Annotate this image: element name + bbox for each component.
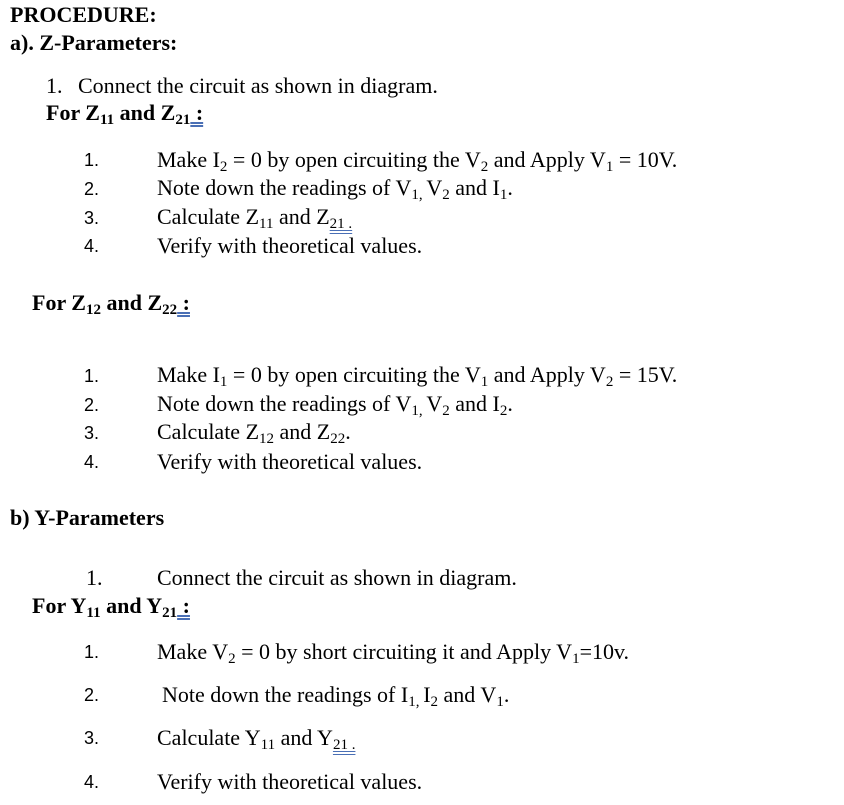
list-item-number: 3. [84, 728, 100, 748]
procedure-heading: PROCEDURE: [10, 2, 157, 27]
list-item-number: 1. [84, 150, 100, 170]
z12-z22-heading: For $Z_{12}$ and $Z_{22}$ : [32, 290, 190, 318]
list-item-number: 4. [84, 236, 100, 256]
y11-step-1-text: Make $V_2 = 0$ by short circuiting it and Apply $V_1=10v$. [157, 639, 630, 667]
list-item-number: 4. [84, 772, 100, 792]
z11-step-4-text: Verify with theoretical values. [157, 233, 423, 258]
y11-step-2-text: Note down the readings of $I_{1,}$ $I_2$ and $V_1$. [162, 682, 510, 710]
z12-step-4-text: Verify with theoretical values. [157, 449, 423, 474]
y-step-1-number: 1. [86, 565, 103, 590]
z-step-1-number: 1. [46, 73, 63, 98]
z11-step-2-text: Note down the readings of $V_{1,}$ $V_2$ and $I_1$. [157, 175, 513, 203]
list-item-number: 1. [84, 366, 100, 386]
z-parameters-heading: a). Z-Parameters: [10, 30, 178, 55]
list-item-number: 1. [84, 642, 100, 662]
z-step-1 [46, 73, 438, 99]
list-item-number: 3. [84, 208, 100, 228]
list-item-number: 4. [84, 452, 100, 472]
z11-step-3-text: Calculate $Z_{11}$ and $Z_{21 .}$ [157, 204, 353, 232]
y11-step-4-text: Verify with theoretical values. [157, 769, 423, 794]
y11-y21-heading: For $Y_{11}$ and $Y_{21}$ : [32, 593, 190, 621]
list-item-number: 2. [84, 685, 100, 705]
z12-step-1-text: Make $I_1 = 0$ by open circuiting the $V_1$ and Apply $V_2 = 15V$. [157, 362, 678, 390]
z11-step-1-text: Make $I_2 = 0$ by open circuiting the $V_2$ and Apply $V_1 = 10V$. [157, 147, 678, 175]
z-step-1-text: Connect the circuit as shown in diagram. [78, 73, 438, 98]
list-item-number: 2. [84, 395, 100, 415]
z12-step-3-text: Calculate $Z_{12}$ and $Z_{22}$. [157, 419, 351, 447]
list-item-number: 3. [84, 423, 100, 443]
y-step-1-text: Connect the circuit as shown in diagram. [157, 565, 517, 590]
y11-step-3-text: Calculate $Y_{11}$ and $Y_{21 .}$ [157, 725, 356, 753]
z11-z21-heading: For $Z_{11}$ and $Z_{21}$ : [46, 100, 204, 128]
z12-step-2-text: Note down the readings of $V_{1,}$ $V_2$ and $I_2$. [157, 391, 513, 419]
list-item-number: 2. [84, 179, 100, 199]
y-parameters-heading: b) Y-Parameters [10, 505, 165, 530]
